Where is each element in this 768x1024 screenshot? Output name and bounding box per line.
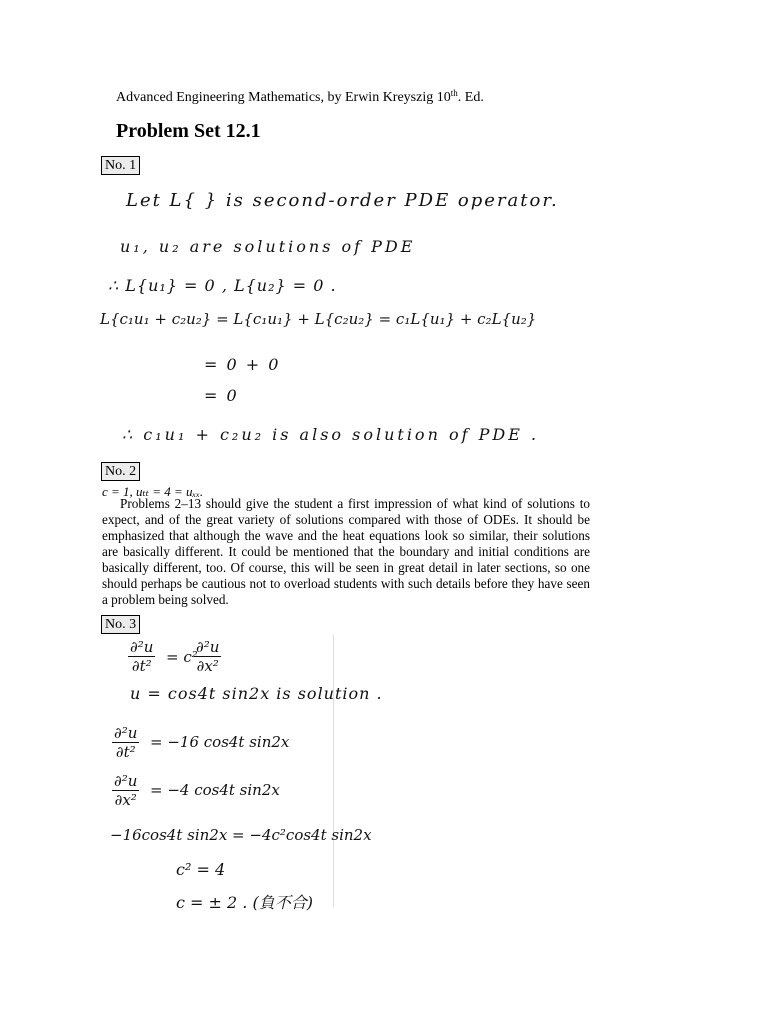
edition-superscript: th (450, 88, 458, 98)
fraction-denominator: ∂t² (115, 743, 136, 761)
problem-2-label: No. 2 (101, 462, 140, 481)
no3-given-solution: u = cos4t sin2x is solution . (130, 684, 383, 703)
no3-comparison: −16cos4t sin2x = −4c²cos4t sin2x (110, 826, 372, 844)
fraction-numerator: ∂²u (114, 724, 138, 742)
no1-line-1: Let L{ } is second-order PDE operator. (126, 190, 559, 211)
book-title-text: Advanced Engineering Mathematics, by Erwin Kreyszig 10 (116, 90, 451, 105)
no1-line-6: = 0 (204, 386, 239, 405)
book-reference (116, 88, 484, 106)
utt-result: = −16 cos4t sin2x (150, 733, 290, 751)
problem-3-label: No. 3 (101, 615, 140, 634)
no1-line-2: u₁, u₂ are solutions of PDE (120, 237, 416, 256)
utt-fraction (112, 724, 139, 761)
problem-set-title: Problem Set 12.1 (116, 120, 261, 142)
margin-guide-line (333, 635, 334, 907)
pde-lhs-fraction (128, 638, 155, 675)
no2-equation: c = 1, uₜₜ = 4 = uₓₓ. (102, 484, 204, 499)
no1-line-5: = 0 + 0 (204, 355, 281, 374)
fraction-numerator: ∂²u (130, 638, 154, 656)
uxx-fraction (112, 772, 139, 809)
no1-line-4: L{c₁u₁ + c₂u₂} = L{c₁u₁} + L{c₂u₂} = c₁L{u₁} + c₂L{u₂} (100, 310, 537, 328)
fraction-numerator: ∂²u (114, 772, 138, 790)
no3-c-value: c = ± 2 . (負不合) (176, 893, 313, 912)
edition-suffix: . Ed. (457, 90, 484, 105)
fraction-numerator: ∂²u (196, 638, 220, 656)
pde-rhs-fraction (194, 638, 221, 675)
no1-line-3: ∴ L{u₁} = 0 , L{u₂} = 0 . (108, 276, 337, 295)
pde-equals-c2: = c² (166, 648, 198, 666)
no1-conclusion: ∴ c₁u₁ + c₂u₂ is also solution of PDE . (122, 425, 540, 444)
no2-paragraph: Problems 2–13 should give the student a first impression of what kind of solutions to expect, and of the great variety of solutions compared with those of ODEs. It should be emphasized that although the wave and the heat equations look so similar, their solutions are basically different. It could be mentioned that the boundary and initial conditions are basically different, too. Of course, this will be seen in great detail in later sections, so one should perhaps be cautious not to overload students with such details before they have seen a problem being solved. (102, 496, 590, 607)
fraction-denominator: ∂t² (131, 657, 152, 675)
problem-1-label: No. 1 (101, 156, 140, 175)
fraction-denominator: ∂x² (196, 657, 219, 675)
fraction-denominator: ∂x² (114, 791, 137, 809)
uxx-result: = −4 cos4t sin2x (150, 781, 280, 799)
no3-c-squared: c² = 4 (176, 860, 226, 879)
